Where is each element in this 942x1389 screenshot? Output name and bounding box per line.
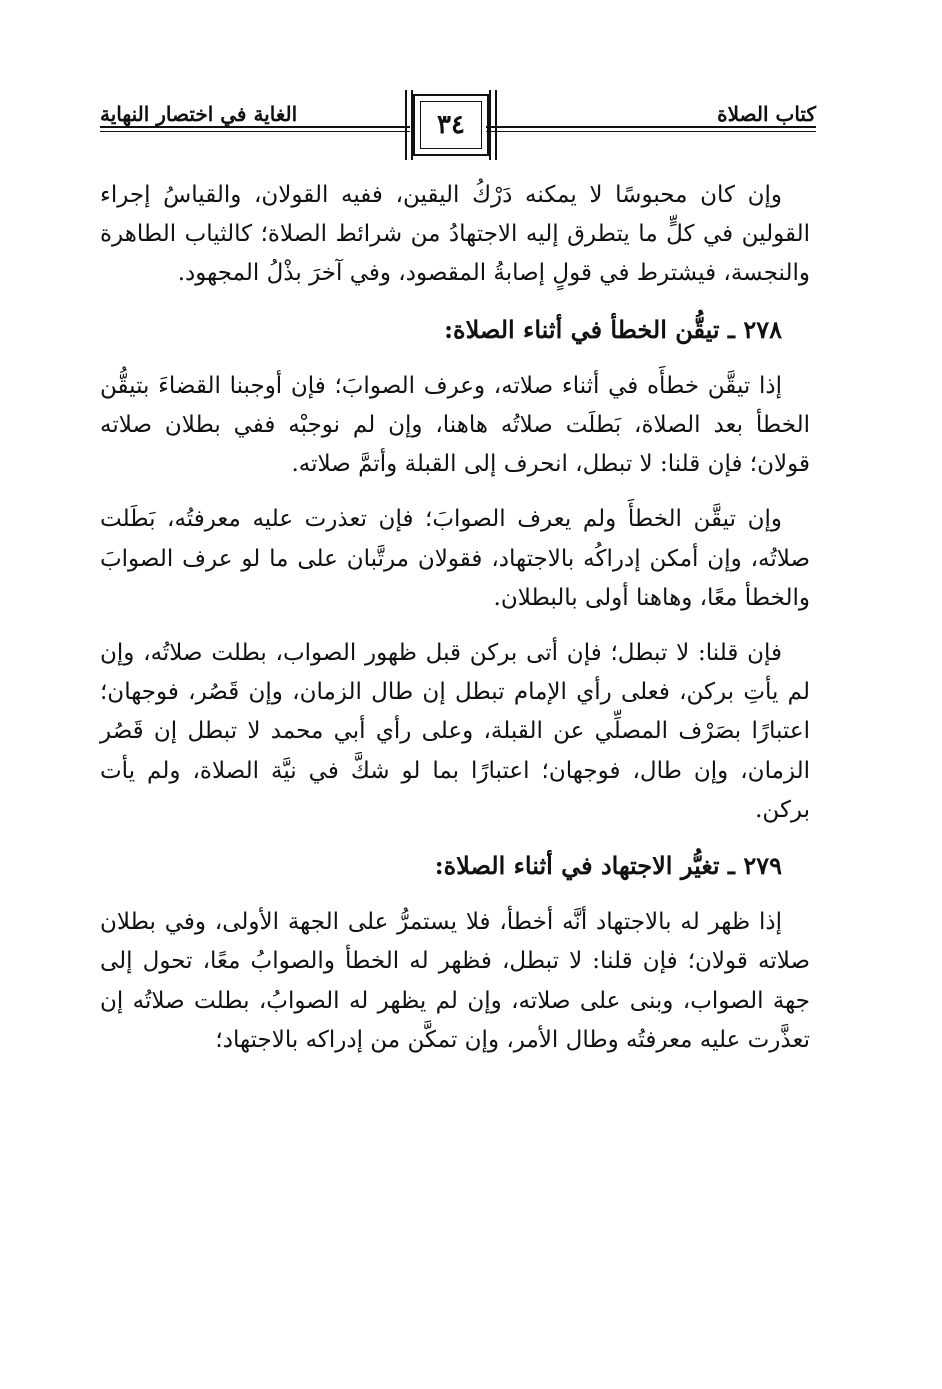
header-rule-right-thin <box>486 131 816 132</box>
section-heading-278: ٢٧٨ ـ تيقُّن الخطأ في أثناء الصلاة: <box>444 314 782 344</box>
page-body <box>100 176 810 1076</box>
book-title: الغاية في اختصار النهاية <box>100 102 298 126</box>
chapter-title: كتاب الصلاة <box>717 102 816 126</box>
paragraph: فإن قلنا: لا تبطل؛ فإن أتى بركن قبل ظهور الصواب، بطلت صلاتُه، وإن لم يأتِ بركن، فعلى رأي الإمام تبطل إن طال الزمان، وإن قَصُر، فوجهان؛ اعتبارًا بصَرْف المصلِّي عن القبلة، وعلى رأي أبي محمد لا تبطل إن قَصُر الزمان، وإن طال، فوجهان؛ اعتبارًا بما لو شكَّ في نيَّة الصلاة، ولم يأت بركن. <box>100 640 810 823</box>
page-number: ٣٤ <box>437 110 465 140</box>
running-header <box>100 82 816 162</box>
header-rule-left <box>100 126 410 128</box>
paragraph: إذا تيقَّن خطأَه في أثناء صلاته، وعرف الصوابَ؛ فإن أوجبنا القضاءَ بتيقُّن الخطأ بعد الصلاة، بَطلَت صلاتُه هاهنا، وإن لم نوجبْه ففي بطلان صلاته قولان؛ فإن قلنا: لا تبطل، انحرف إلى القبلة وأتمَّ صلاته. <box>100 372 810 478</box>
paragraph: وإن كان محبوسًا لا يمكنه دَرْكُ اليقين، ففيه القولان، والقياسُ إجراء القولين في كلٍّ ما يتطرق إليه الاجتهادُ من شرائط الصلاة؛ كالثياب الطاهرة والنجسة، فيشترط في قولٍ إصابةُ المقصود، وفي آخرَ بذْلُ المجهود. <box>100 182 810 287</box>
frame-ornament-right <box>489 90 497 160</box>
header-rule-right <box>486 126 816 128</box>
frame-ornament-left <box>405 90 413 160</box>
paragraph: وإن تيقَّن الخطأَ ولم يعرف الصوابَ؛ فإن تعذرت عليه معرفتُه، بَطَلت صلاتُه، وإن أمكن إدراكُه بالاجتهاد، فقولان مرتَّبان على ما لو عرف الصوابَ والخطأ معًا، وهاهنا أولى بالبطلان. <box>100 506 810 611</box>
header-rule-left-thin <box>100 131 410 132</box>
section-heading-279: ٢٧٩ ـ تغيُّر الاجتهاد في أثناء الصلاة: <box>434 851 782 881</box>
page-number-frame <box>413 94 489 156</box>
paragraph: إذا ظهر له بالاجتهاد أنَّه أخطأ، فلا يستمرُّ على الجهة الأولى، وفي بطلان صلاته قولان؛ فإن قلنا: لا تبطل، فظهر له الخطأ والصوابُ معًا، تحول إلى جهة الصواب، وبنى على صلاته، وإن لم يظهر له الصوابُ، بطلت صلاتُه إن تعذَّرت عليه معرفتُه وطال الأمر، وإن تمكَّن من إدراكه بالاجتهاد؛ <box>100 909 810 1053</box>
